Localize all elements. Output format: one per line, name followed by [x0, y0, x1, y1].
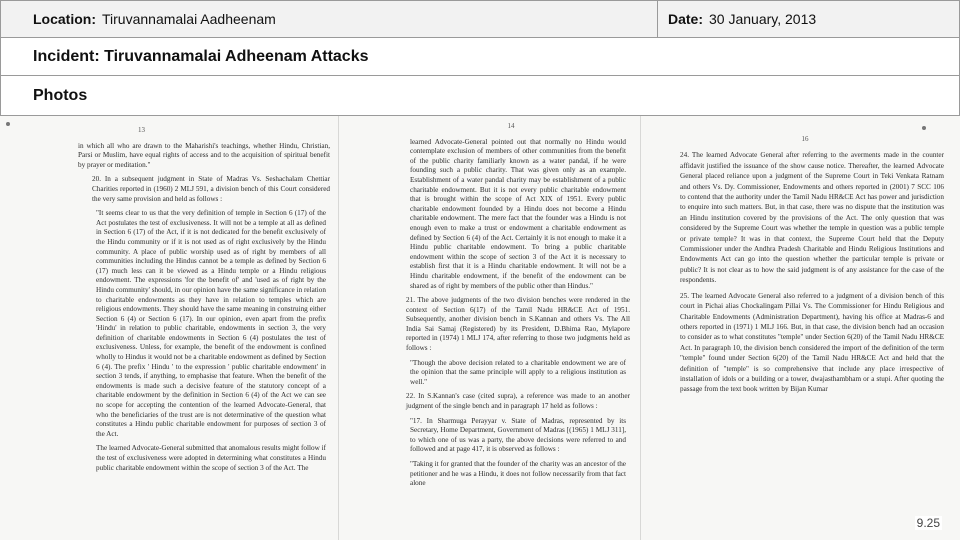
- page-quote: The learned Advocate-General submitted that anomalous results might follow if the test of exclusiveness were adopted in determining what constitutes a Hindu public charitable endowment within the scope of section 3 of the Act. The: [96, 444, 326, 472]
- date-cell: [658, 1, 959, 37]
- slide-number: 9.25: [916, 516, 940, 530]
- header-bar: [0, 0, 960, 38]
- page-paragraph: 22. In S.Kannan's case (cited supra), a reference was made to an another judgment of the single bench and in paragraph 17 held as follows :: [406, 392, 630, 411]
- page-number: 13: [138, 126, 145, 134]
- page-quote: "It seems clear to us that the very definition of temple in Section 6 (17) of the Act postulates the test of exclusiveness. It will not be a temple at all as defined in Section 6 (17) of the Act, if it is not dedicated for the benefit exclusively of the Hindu community or if it is not used as of right exclusively by the Hindu community. A place of public worship used as of right by members of all communities including the Hindus cannot be a temple as defined by Section 6 (17) much less can it be viewed as a Hindu temple or a Hindu religious endowment. The expressions 'for the benefit of' and 'used as of right by the Hindu community' should, in our opinion have the same significance in relation to charitable endowments as they have in relation to temples which are religious endowments. They should have the same meaning in construing either Section 6 (4) or Section 6 (17). In our opinion, even apart from the prefix 'Hindu' in relation to public charitable, endowments in section 3, the very definition of charitable endowments in Section 6 (4) postulates the test of exclusiveness. Unless, for example, the benefit of the endowment is confined wholly to Hindus it would not be a charitable endowment as defined by Section 6 (4). The prefix ' Hindu ' to the expression ' public charitable endowment' in section 3 tends, if anything, to emphasise that feature. When the benefit of the endowments is made such a decisive feature of the statutory concept of a charitable endowment by the definition in Section 6 (4) of the Act we can see no scope for accepting the contention of the learned Advocate-General, that who the beneficiaries of the trust are is not determinative of the question what constitutes a Hindu public charitable endowment for purposes of section 3 of the Act.: [96, 209, 326, 438]
- location-value: Tiruvannamalai Aadheenam: [102, 11, 276, 27]
- page-quote: "Taking it for granted that the founder of the charity was an ancestor of the petitioner and he was a Hindu, it does not follow necessarily from that fact alone: [410, 460, 626, 488]
- date-value: 30 January, 2013: [709, 11, 817, 27]
- page-paragraph: 25. The learned Advocate General also referred to a judgment of a division bench of this court in Pichai alias Chockalingam Pillai Vs. The Commissioner for Hindu Religious and Charitable Endowments (Administration Department), having his office at Madras-6 and others reported in (1971) 1 MLJ 166. But, in that case, the division bench had an occasion to consider as to what constitutes "temple" under Section 6(20) of the Tamil Nadu HR&CE Act. In paragraph 10, the division bench considered the import of the definition of the term "temple" found under Section 6(20) of the Tamil Nadu HR&CE Act and held that the definition of "temple" is so comprehensive that include any place irrespective of installation of idols or a building or a tower, dwajasthambham or a stupi. After quoting the passage from the text book written by Bijan Kumar: [680, 291, 944, 394]
- photos-heading: Photos: [0, 75, 960, 116]
- scanned-page-14: [392, 116, 630, 540]
- page-paragraph: 21. The above judgments of the two division benches were rendered in the context of Section 6(17) of the Tamil Nadu HR&CE Act of 1951. Subsequently, another division bench in S.Kannan and others Vs. The All India Sai Samaj (Registered) by its President, D.Bhima Rao, Mylapore reported in (1974) 1 MLJ 174, after referring to those two judgments held as follows :: [406, 296, 630, 353]
- page-quote: "17. In Sharmuga Perayyar v. State of Madras, represented by its Secretary, Home Department, Government of Madras [(1965) 1 MLJ 311], to which one of us was a party, the above decisions were referred to and followed and at page 417, it is observed as follows :: [410, 416, 626, 454]
- page-paragraph: 20. In a subsequent judgment in State of Madras Vs. Seshachalam Chettiar Charities reported in (1960) 2 MLJ 591, a division bench of this Court considered the very same provision and held as follows :: [92, 175, 330, 203]
- page-number: 16: [801, 135, 809, 143]
- location-cell: [1, 1, 658, 37]
- page-paragraph: in which all who are drawn to the Maharishi's teachings, whether Hindu, Christian, Parsi or Muslim, have equal rights of access and to the acquisition of spiritual benefit by prayer or meditation.": [78, 141, 330, 169]
- page-fold-divider: [338, 116, 339, 540]
- page-paragraph: 24. The learned Advocate General after referring to the averments made in the counter affidavit justified the issuance of the show cause notice. Thereafter, the learned Advocate General placed reliance upon a judgment of the Supreme Court in Teki Venkata Ratnam and others Vs. Dy. Commissioner, Endowments and others reported in (2001) 7 SCC 106 to contend that the authority under the Tamil Nadu HR&CE Act has power and jurisdiction to enquire into such matters. But, in that case, there was no dispute that the institution was an Hindu institution covered by the provisions of the Act. The only question that was considered by the Supreme Court was whether the temple in question was a public temple or private temple? It was in that context, the Supreme Court held that the Deputy Commissioner under the Andhra Pradesh Charitable and Hindu Religious Institutions and Endowments Act can go into the question whether the particular temple is private or public? It is not clear as to how the said judgment is of any assistance for the case of the respondents.: [680, 151, 944, 285]
- scanned-page-13: [78, 116, 330, 540]
- page-quote: learned Advocate-General pointed out that normally no Hindu would contemplate exclusion of members of other communities from the benefit of the public charity familiarly known as a water pandal, if he were founding such a public charity. That was given only as an example. Establishment of a water pandal charity may be establishment of a public charitable endowment. But it is not every public charitable endowment that is brought within the scope of Act XIX of 1951. Every public charitable endowment founded by a Hindu does not become a Hindu charitable endowment. The mere fact that the founder was a Hindu is not enough even to make a trust or endowment a charitable endowment as defined by Section 6 (4) of the Act. Certainly it is not enough to make it a Hindu public charitable endowment. To bring a public charitable endowment within the scope of section 3 of the Act it is necessary to establish first that it is a Hindu charitable endowment. It will not be a Hindu charitable endowment, if the benefit of the endowment can be shared as of right by members of the public other than Hindus.": [410, 137, 626, 290]
- scanned-document-photo: [0, 116, 960, 540]
- location-label: Location:: [33, 11, 96, 27]
- page-quote: "Though the above decision related to a charitable endowment we are of the opinion that the same principle will apply to a religious institution as well.": [410, 358, 626, 386]
- date-label: Date:: [668, 11, 704, 27]
- scanned-page-16: [666, 116, 944, 540]
- page-number: 14: [507, 122, 515, 130]
- scan-speck: [6, 122, 10, 126]
- incident-title: Incident: Tiruvannamalai Adheenam Attacks: [0, 37, 960, 76]
- page-fold-divider: [640, 116, 641, 540]
